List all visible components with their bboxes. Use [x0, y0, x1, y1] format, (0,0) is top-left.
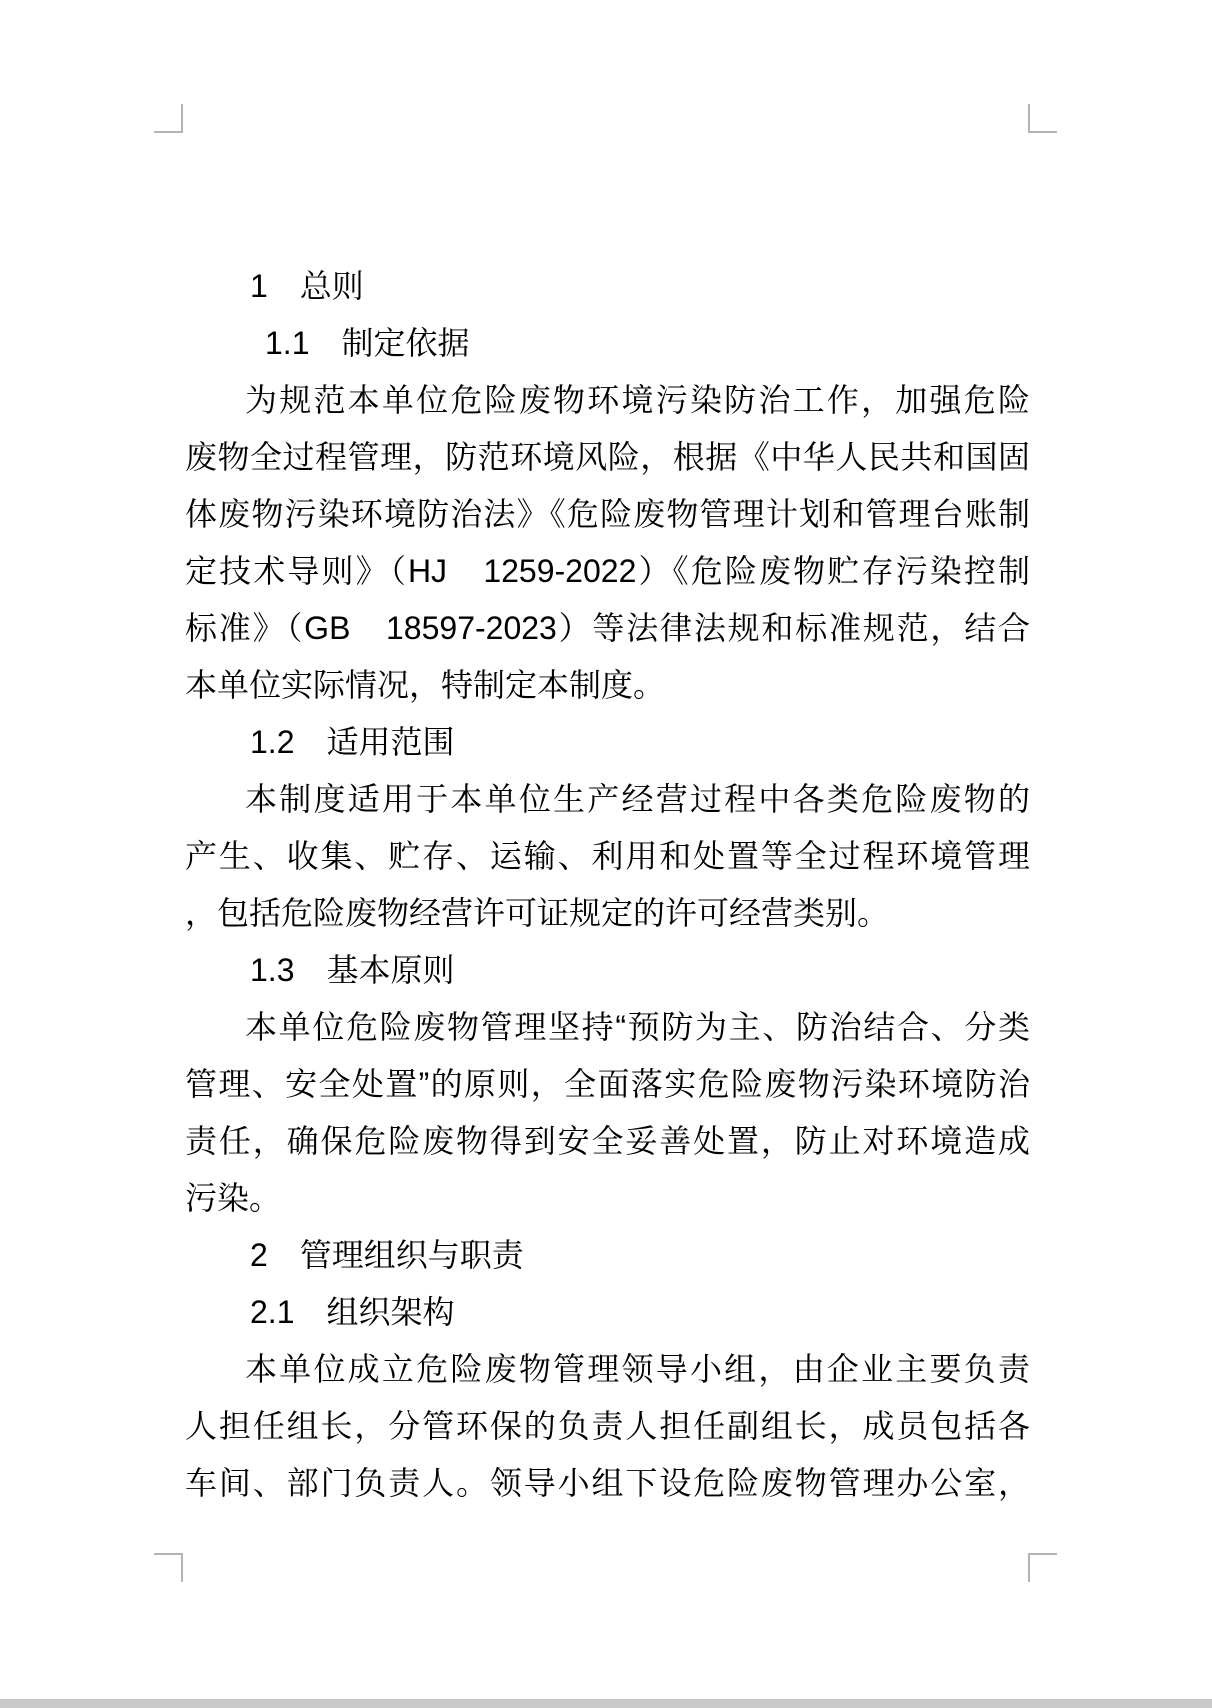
heading-1-3: 1.3 基本原则 — [250, 952, 455, 988]
heading-2: 2 管理组织与职责 — [250, 1237, 524, 1273]
heading-1: 1 总则 — [250, 268, 364, 304]
para-2-line-1: 本制度适用于本单位生产经营过程中各类危险废物的 — [245, 781, 1030, 817]
heading-1-2: 1.2 适用范围 — [250, 724, 455, 760]
para-4-line-2: 人担任组长，分管环保的负责人担任副组长，成员包括各 — [185, 1408, 1030, 1444]
para-3-line-1: 本单位危险废物管理坚持“预防为主、防治结合、分类 — [245, 1009, 1030, 1045]
para-1-line-6: 本单位实际情况，特制定本制度。 — [185, 667, 666, 703]
para-1-line-3: 体废物污染环境防治法》《危险废物管理计划和管理台账制 — [185, 496, 1030, 532]
para-4-line-3: 车间、部门负责人。领导小组下设危险废物管理办公室， — [185, 1465, 1030, 1501]
para-1-line-4: 定技术导则》（HJ 1259-2022）《危险废物贮存污染控制 — [185, 553, 1030, 589]
document-text — [185, 258, 1030, 1512]
bottom-status-bar — [0, 1699, 1212, 1708]
para-2-line-2: 产生、收集、贮存、运输、利用和处置等全过程环境管理 — [185, 838, 1030, 874]
para-1-line-1: 为规范本单位危险废物环境污染防治工作，加强危险 — [245, 382, 1030, 418]
para-3-line-4: 污染。 — [185, 1180, 282, 1216]
page-margin-cropmark-top-right — [1028, 104, 1057, 133]
para-1-line-2: 废物全过程管理，防范环境风险，根据《中华人民共和国固 — [185, 439, 1030, 475]
para-3-line-2: 管理、安全处置”的原则，全面落实危险废物污染环境防治 — [185, 1066, 1030, 1102]
para-4-line-1: 本单位成立危险废物管理领导小组，由企业主要负责 — [245, 1351, 1030, 1387]
heading-1-1: 1.1 制定依据 — [265, 325, 470, 361]
para-1-line-5: 标准》（GB 18597-2023）等法律法规和标准规范，结合 — [185, 610, 1030, 646]
heading-2-1: 2.1 组织架构 — [250, 1294, 455, 1330]
page-margin-cropmark-top-left — [154, 104, 183, 133]
page-margin-cropmark-bottom-left — [154, 1553, 183, 1582]
para-2-line-3: ，包括危险废物经营许可证规定的许可经营类别。 — [185, 895, 890, 931]
page-margin-cropmark-bottom-right — [1028, 1553, 1057, 1582]
para-3-line-3: 责任，确保危险废物得到安全妥善处置，防止对环境造成 — [185, 1123, 1030, 1159]
